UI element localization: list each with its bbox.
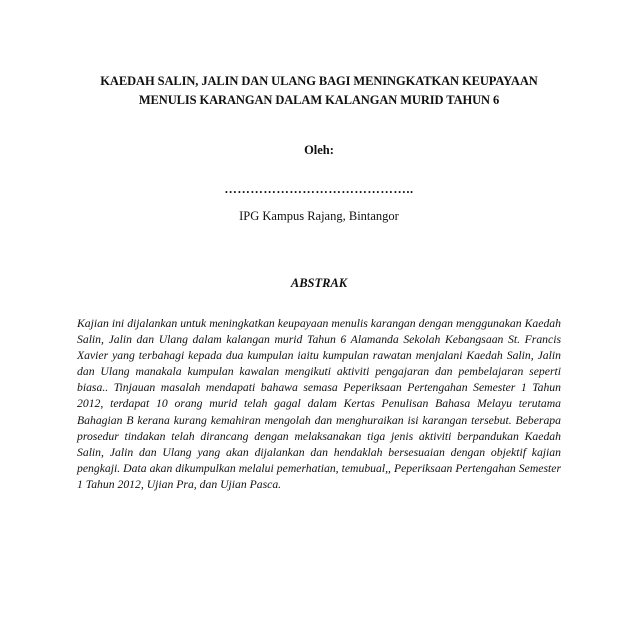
author-affiliation: IPG Kampus Rajang, Bintangor [239, 209, 399, 223]
author-placeholder: …………………………………….. [224, 182, 414, 196]
abstract-heading: ABSTRAK [290, 276, 348, 290]
by-label: Oleh: [304, 143, 334, 157]
paper-title [60, 72, 578, 110]
paper-title-line-1: KAEDAH SALIN, JALIN DAN ULANG BAGI MENINGKATKAN KEUPAYAAN [100, 74, 538, 88]
abstract-body: Kajian ini dijalankan untuk meningkatkan keupayaan menulis karangan dengan menggunakan Kaedah Salin, Jalin dan Ulang dalam kalangan murid Tahun 6 Alamanda Sekolah Kebangsaan St. Francis Xavier yang terbahagi kepada dua kumpulan iaitu kumpulan rawatan menjalani Kaedah Salin, Jalin dan Ulang manakala kumpulan kawalan mengikuti aktiviti pengajaran dan pembelajaran seperti biasa.. Tinjauan masalah mendapati bahawa semasa Peperiksaan Pertengahan Semester 1 Tahun 2012, terdapat 10 orang murid telah gagal dalam Kertas Penulisan Bahasa Melayu terutama Bahagian B kerana kurang kemahiran mengolah dan menghuraikan isi karangan tersebut. Beberapa prosedur tindakan telah dirancang dengan melaksanakan tiga jenis aktiviti berpandukan Kaedah Salin, Jalin dan Ulang yang akan dijalankan dan hendaklah bersesuaian dengan objektif kajian pengkaji. Data akan dikumpulkan melalui pemerhatian, temubual,, Peperiksaan Pertengahan Semester 1 Tahun 2012, Ujian Pra, dan Ujian Pasca. [77, 317, 561, 491]
paper-title-line-2: MENULIS KARANGAN DALAM KALANGAN MURID TAHUN 6 [138, 93, 500, 107]
